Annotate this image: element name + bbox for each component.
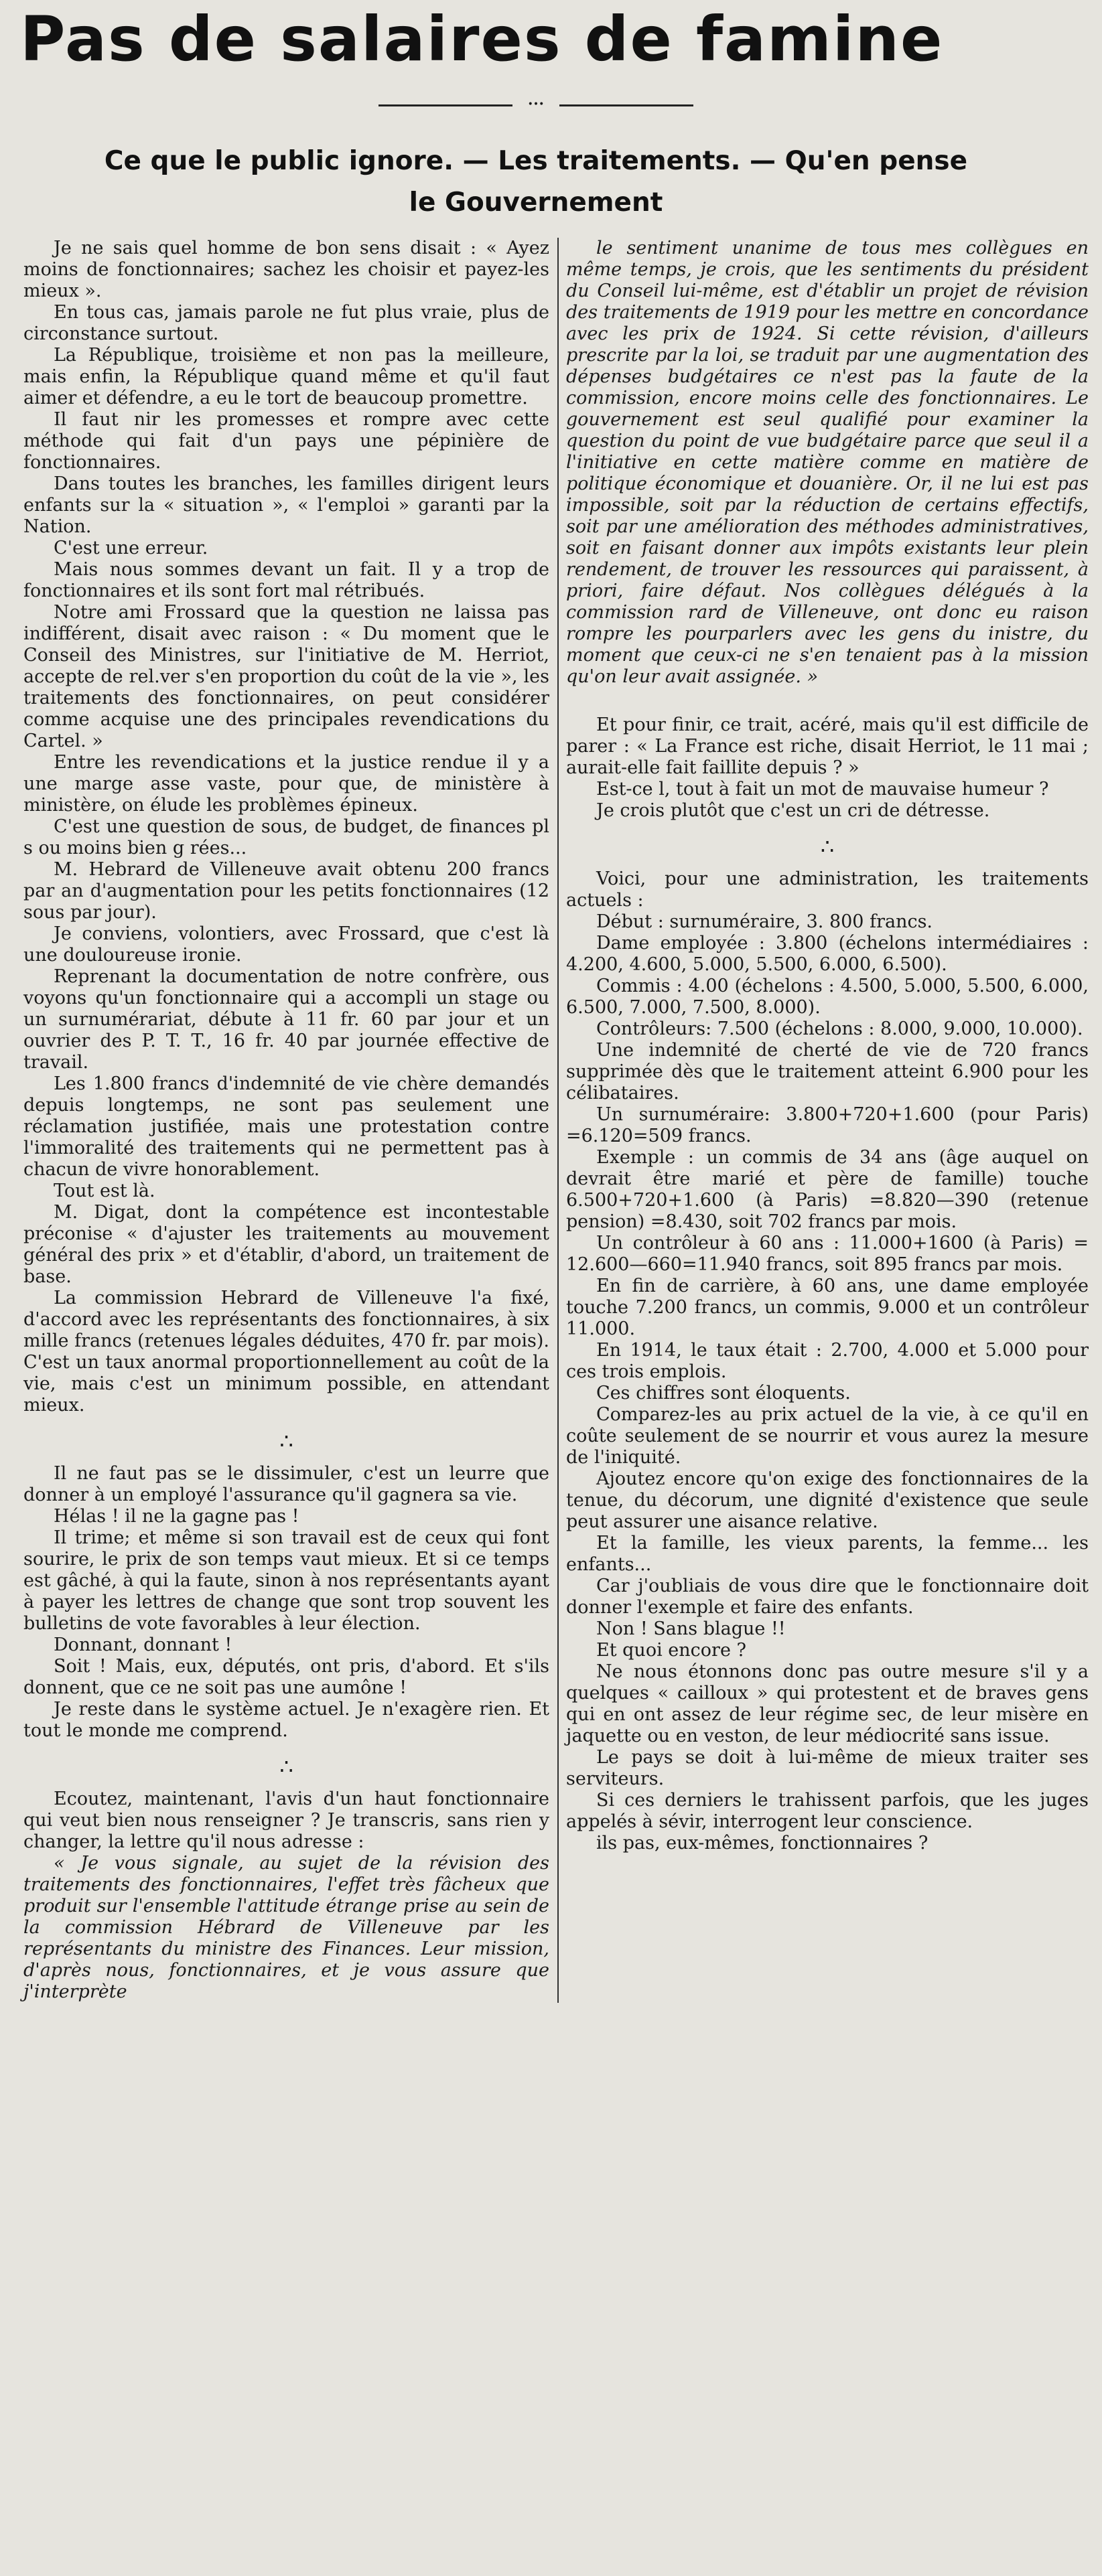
separator-glyph: ∴ (820, 834, 835, 859)
paragraph: Un surnuméraire: 3.800+720+1.600 (pour Paris) =6.120=509 francs. (566, 1104, 1089, 1146)
paragraph: Car j'oubliais de vous dire que le fonctionnaire doit donner l'exemple et faire des enfants. (566, 1576, 1089, 1618)
paragraph: Voici, pour une administration, les traitements actuels : (566, 868, 1089, 911)
paragraph: Notre ami Frossard que la question ne laissa pas indifférent, disait avec raison : « Du moment que le Conseil des Ministres, sur l'initiative de M. Herriot, accepte de rel.ver s'en proportion du coût de la vie », les traitements des fonctionnaires, on peut considérer comme acquise une des principales revendications du Cartel. » (23, 602, 549, 751)
paragraph: Il faut nir les promesses et rompre avec cette méthode qui fait d'un pays une pépinière de fonctionnaires. (23, 409, 549, 473)
paragraph: Je conviens, volontiers, avec Frossard, que c'est là une douloureuse ironie. (23, 923, 549, 966)
paragraph: Et la famille, les vieux parents, la femme... les enfants... (566, 1533, 1089, 1575)
salary-item: Contrôleurs: 7.500 (échelons : 8.000, 9.000, 10.000). (596, 1018, 1083, 1039)
paragraph: En 1914, le taux était : 2.700, 4.000 et 5.000 pour ces trois emplois. (566, 1340, 1089, 1382)
paragraph: M. Digat, dont la compétence est incontestable préconise « d'ajuster les traitements au mouvement général des prix » et d'établir, d'abord, un traitement de base. (23, 1202, 549, 1287)
salary-item: Dame employée : 3.800 (échelons intermédiaires : 4.200, 4.600, 5.000, 5.500, 6.000, 6.500). (566, 933, 1089, 975)
paragraph: ils pas, eux-mêmes, fonctionnaires ? (596, 1833, 928, 1853)
quoted-letter: « Je vous signale, au sujet de la révision des traitements des fonctionnaires, l'effet très fâcheux que produit sur l'ensemble l'attitude étrange prise au sein de la commission Hébrard de Villeneuve par les représentants du ministre des Finances. Leur mission, d'après nous, fonctionnaires, et je vous assure que j'interprète (23, 1853, 549, 2002)
paragraph: Il trime; et même si son travail est de ceux qui font sourire, le prix de son temps vaut mieux. Et si ce temps est gâché, à qui la faute, sinon à nos représentants ayant à payer les lettres de change que sont trop souvent les bulletins de vote favorables à leur élection. (23, 1527, 549, 1634)
left-column (23, 238, 559, 2003)
paragraph: Si ces derniers le trahissent parfois, que les juges appelés à sévir, interrogent leur conscience. (566, 1790, 1089, 1832)
right-column (566, 238, 1089, 1854)
salary-list (566, 868, 1089, 1040)
paragraph: Reprenant la documentation de notre confrère, ous voyons qu'un fonctionnaire qui a accompli un stage ou un surnumérariat, débute à 11 fr. 60 par jour et un ouvrier des P. T. T., 16 fr. 40 par journée effective de travail. (23, 966, 549, 1073)
paragraph: C'est une erreur. (54, 538, 208, 558)
title-ornament (378, 100, 693, 110)
paragraph: En tous cas, jamais parole ne fut plus vraie, plus de circonstance surtout. (23, 302, 549, 344)
paragraph: Soit ! Mais, eux, députés, ont pris, d'abord. Et s'ils donnent, que ce ne soit pas une aumône ! (23, 1656, 549, 1698)
paragraph: M. Hebrard de Villeneuve avait obtenu 200 francs par an d'augmentation pour les petits fonctionnaires (12 sous par jour). (23, 859, 549, 923)
paragraph: Exemple : un commis de 34 ans (âge auquel on devrait être marié et père de famille) touche 6.500+720+1.600 (à Paris) =8.820—390 (retenue pension) =8.430, soit 702 francs par mois. (566, 1147, 1089, 1232)
paragraph: Et pour finir, ce trait, acéré, mais qu'il est difficile de parer : « La France est riche, disait Herriot, le 11 mai ; aurait-elle fait faillite depuis ? » (566, 714, 1089, 778)
paragraph: Tout est là. (54, 1181, 155, 1201)
subheadline (67, 141, 1005, 224)
paragraph: Ajoutez encore qu'on exige des fonctionnaires de la tenue, du décorum, une dignité d'existence que seule peut assurer une aisance relative. (566, 1468, 1089, 1532)
paragraph: Est-ce l, tout à fait un mot de mauvaise humeur ? (596, 779, 1049, 800)
paragraph: Une indemnité de cherté de vie de 720 francs supprimée dès que le traitement atteint 6.900 pour les célibataires. (566, 1040, 1089, 1104)
paragraph: Mais nous sommes devant un fait. Il y a trop de fonctionnaires et ils sont fort mal rétribués. (23, 559, 549, 601)
paragraph: Je reste dans le système actuel. Je n'exagère rien. Et tout le monde me comprend. (23, 1699, 549, 1741)
quoted-letter-continued: le sentiment unanime de tous mes collègues en même temps, je crois, que les sentiments du président du Conseil lui-même, est d'établir un projet de révision des traitements de 1919 pour les mettre en concordance avec les prix de 1924. Si cette révision, d'ailleurs prescrite par la loi, se traduit par une augmentation des dépenses budgétaires ce n'est pas la faute de la commission, encore moins celle des fonctionnaires. Le gouvernement est seul qualifié pour examiner la question du point de vue budgétaire parce que seul il a l'initiative en cette matière comme en matière de politique économique et douanière. Or, il ne lui est pas impossible, soit par la réduction de certains effectifs, soit par une amélioration des méthodes administratives, soit en faisant donner aux impôts existants leur plein rendement, de trouver les ressources qui paraissent, à priori, faire défaut. Nos collègues délégués à la commission rard de Villeneuve, ont donc eu raison rompre les pourparlers avec les gens du inistre, du moment que ceux-ci ne s'en tenaient pas à la mission qu'on leur avait assignée. » (566, 238, 1089, 687)
paragraph: Entre les revendications et la justice rendue il y a une marge asse vaste, pour que, de ministère à ministère, on élude les problèmes épineux. (23, 752, 549, 816)
paragraph: Dans toutes les branches, les familles dirigent leurs enfants sur la « situation », « l'emploi » garanti par la Nation. (23, 473, 549, 537)
spacer (566, 688, 1089, 714)
paragraph: C'est une question de sous, de budget, de finances pl s ou moins bien g rées... (23, 816, 549, 858)
salary-item: Commis : 4.00 (échelons : 4.500, 5.000, 5.500, 6.000, 6.500, 7.000, 7.500, 8.000). (566, 976, 1089, 1018)
paragraph: Ecoutez, maintenant, l'avis d'un haut fonctionnaire qui veut bien nous renseigner ? Je transcris, sans rien y changer, la lettre qu'il nous adresse : (23, 1789, 549, 1852)
paragraph: Non ! Sans blague !! (596, 1618, 786, 1639)
subheadline-line-1: Ce que le public ignore. — Les traitements. — Qu'en pense (104, 146, 968, 176)
paragraph: Je ne sais quel homme de bon sens disait : « Ayez moins de fonctionnaires; sachez les choisir et payez-les mieux ». (23, 238, 549, 301)
headline: Pas de salaires de famine (20, 3, 944, 75)
paragraph: Le pays se doit à lui-même de mieux traiter ses serviteurs. (566, 1747, 1089, 1789)
paragraph: Je crois plutôt que c'est un cri de détresse. (596, 800, 990, 821)
subheadline-line-2: le Gouvernement (409, 187, 663, 218)
paragraph: Il ne faut pas se le dissimuler, c'est un leurre que donner à un employé l'assurance qu'il gagnera sa vie. (23, 1463, 549, 1505)
paragraph: Les 1.800 francs d'indemnité de vie chère demandés depuis longtemps, ne sont pas seulement une réclamation justifiée, mais une protestation contre l'immoralité des traitements qui ne permettent pas à chacun de vivre honorablement. (23, 1073, 549, 1180)
separator-glyph: ∴ (279, 1754, 293, 1779)
paragraph: Donnant, donnant ! (54, 1635, 232, 1655)
paragraph: Ne nous étonnons donc pas outre mesure s'il y a quelques « cailloux » qui protestent et de braves gens qui en ont assez de leur régime sec, de leur misère en jaquette ou en veston, de leur médiocrité sans issue. (566, 1661, 1089, 1746)
paragraph: En fin de carrière, à 60 ans, une dame employée touche 7.200 francs, un commis, 9.000 et un contrôleur 11.000. (566, 1276, 1089, 1339)
salary-item: Début : surnuméraire, 3. 800 francs. (596, 911, 933, 932)
paragraph: La République, troisième et non pas la meilleure, mais enfin, la République quand même et qu'il faut aimer et défendre, a eu le tort de beaucoup promettre. (23, 345, 549, 408)
paragraph: Et quoi encore ? (596, 1640, 746, 1661)
section-separator (23, 1416, 549, 1463)
separator-glyph: ∴ (279, 1428, 293, 1454)
section-separator (23, 1742, 549, 1789)
paragraph: Comparez-les au prix actuel de la vie, à ce qu'il en coûte seulement de se nourrir et vous aurez la mesure de l'iniquité. (566, 1404, 1089, 1468)
paragraph: Ces chiffres sont éloquents. (596, 1383, 851, 1404)
paragraph: Hélas ! il ne la gagne pas ! (54, 1506, 299, 1527)
ornament-rule-right (559, 104, 693, 106)
section-separator (566, 822, 1089, 868)
ornament-rule-left (378, 104, 512, 106)
ornament-center: ••• (527, 99, 545, 110)
paragraph: Un contrôleur à 60 ans : 11.000+1600 (à Paris) = 12.600—660=11.940 francs, soit 895 francs par mois. (566, 1233, 1089, 1275)
paragraph: La commission Hebrard de Villeneuve l'a fixé, d'accord avec les représentants des fonctionnaires, à six mille francs (retenues légales déduites, 470 fr. par mois). C'est un taux anormal proportionnellement au coût de la vie, mais c'est un minimum possible, en attendant mieux. (23, 1288, 549, 1416)
